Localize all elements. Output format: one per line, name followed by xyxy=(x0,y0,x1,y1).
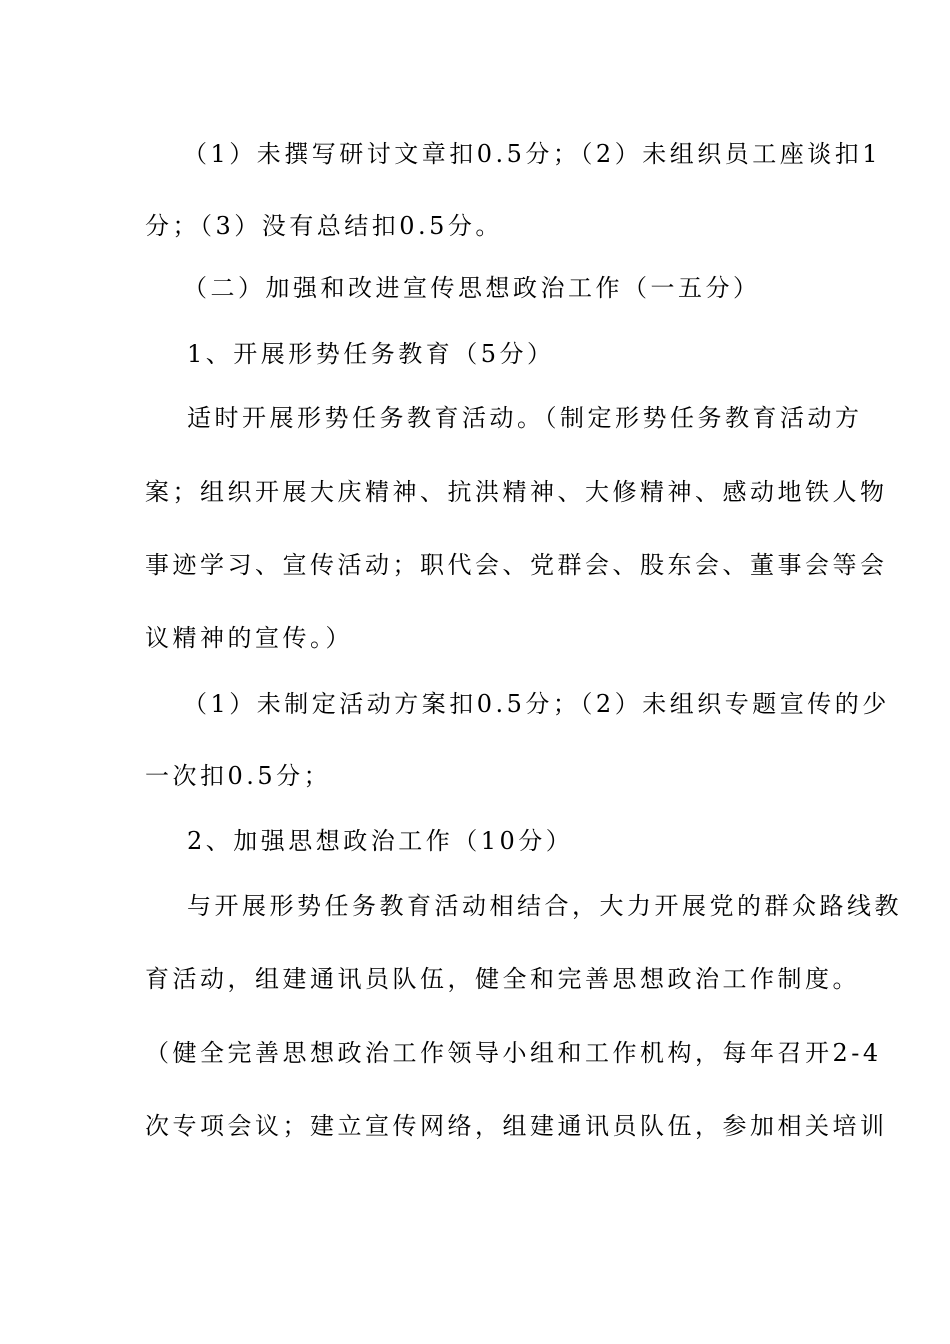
paragraph-line: 案；组织开展大庆精神、抗洪精神、大修精神、感动地铁人物 xyxy=(145,478,888,506)
paragraph-line: 适时开展形势任务教育活动。（制定形势任务教育活动方 xyxy=(187,404,863,432)
paragraph-line: 事迹学习、宣传活动；职代会、党群会、股东会、董事会等会 xyxy=(145,551,888,579)
paragraph-line: （1）未制定活动方案扣0.5分；（2）未组织专题宣传的少 xyxy=(183,690,890,718)
paragraph-line: （1）未撰写研讨文章扣0.5分；（2）未组织员工座谈扣1 xyxy=(183,140,881,168)
paragraph-line: 分；（3）没有总结扣0.5分。 xyxy=(145,212,503,240)
paragraph-line: 育活动，组建通讯员队伍，健全和完善思想政治工作制度。 xyxy=(145,965,860,993)
paragraph-line: 与开展形势任务教育活动相结合，大力开展党的群众路线教 xyxy=(187,892,902,920)
paragraph-line: 一次扣0.5分； xyxy=(145,762,332,790)
paragraph-line: （健全完善思想政治工作领导小组和工作机构，每年召开2-4 xyxy=(145,1039,882,1067)
section-heading: （二）加强和改进宣传思想政治工作（一五分） xyxy=(183,274,761,302)
subsection-heading: 2、加强思想政治工作（10分） xyxy=(187,827,574,855)
subsection-heading: 1、开展形势任务教育（5分） xyxy=(187,340,555,368)
paragraph-line: 次专项会议；建立宣传网络，组建通讯员队伍，参加相关培训 xyxy=(145,1112,888,1140)
paragraph-line: 议精神的宣传。） xyxy=(145,624,353,652)
